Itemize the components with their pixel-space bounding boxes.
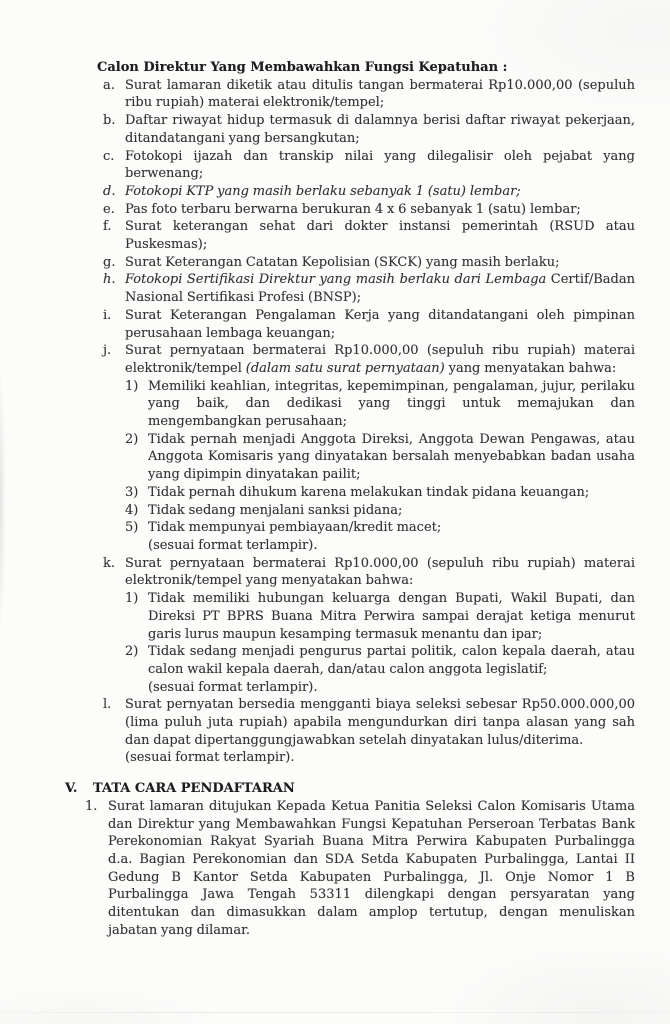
sub-item-text: Tidak mempunyai pembiayaan/kredit macet; [148, 520, 442, 536]
item-text [125, 271, 635, 306]
item-intro-text [125, 342, 635, 377]
sub-item-4 [125, 502, 635, 520]
sub-item-marker: 5) [125, 520, 139, 536]
sub-item-marker: 2) [125, 431, 139, 447]
sub-item-text: Memiliki keahlian, integritas, kepemimpinan, pengalaman, jujur, perilaku yang baik, dan dedikasi yang tinggi untuk memajukan dan mengembangkan perusahaan; [148, 378, 635, 430]
item-marker: d. [103, 183, 116, 199]
item-marker: g. [103, 254, 116, 270]
list-item-j [103, 342, 635, 554]
sub-item-5 [125, 519, 635, 537]
intro-after: yang menyatakan bahwa: [448, 360, 617, 376]
sub-item-text: Tidak pernah dihukum karena melakukan tindak pidana keuangan; [148, 484, 590, 500]
sub-list [125, 378, 635, 537]
item-text-italic-part: Fotokopi Sertifikasi Direktur yang masih berlaku dari Lembaga [125, 272, 547, 288]
item-marker: e. [103, 201, 115, 217]
sub-item-text: Tidak sedang menjadi pengurus partai politik, calon kepala daerah, atau calon wakil kepala daerah, dan/atau calon anggota legislatif; [148, 644, 635, 677]
item-text: Daftar riwayat hidup termasuk di dalamnya berisi daftar riwayat pekerjaan, ditandatangani yang bersangkutan; [125, 113, 635, 146]
item-text: Surat Keterangan Pengalaman Kerja yang ditandatangani oleh pimpinan perusahaan lembaga keuangan; [125, 307, 635, 341]
section-pendaftaran [0, 767, 670, 939]
section-number: V. [65, 781, 78, 797]
section-kepatuhan-heading: Calon Direktur Yang Membawahkan Fungsi Kepatuhan : [97, 60, 508, 75]
item-text-regular-part: Certif/Badan Nasional Sertifikasi Profesi (BNSP); [125, 272, 635, 306]
item-marker: b. [103, 113, 116, 129]
sub-item-marker: 2) [125, 644, 139, 660]
item-marker: h. [103, 272, 116, 288]
list-item-c [103, 148, 635, 183]
sub-item-marker: 3) [125, 484, 139, 500]
sub-item-1 [125, 590, 635, 643]
format-note: (sesuai format terlampir). [125, 750, 295, 766]
item-marker: j. [103, 343, 112, 359]
item-marker: a. [103, 77, 115, 93]
sub-list [125, 590, 635, 679]
list-item-f [103, 218, 635, 253]
list-item-h [103, 271, 635, 306]
list-item-g [103, 254, 635, 272]
item-body [125, 555, 635, 697]
section-pendaftaran-header [65, 780, 635, 798]
sub-item-text: Tidak sedang menjalani sanksi pidana; [148, 502, 403, 518]
item-marker: 1. [85, 798, 98, 814]
list-item-b [103, 112, 635, 147]
item-marker: l. [103, 697, 112, 713]
item-text: Surat Keterangan Catatan Kepolisian (SKCK) yang masih berlaku; [125, 254, 560, 270]
list-item-e [103, 201, 635, 219]
list-item-a [103, 77, 635, 112]
list-item-i [103, 307, 635, 342]
item-text: Surat lamaran diketik atau ditulis tangan bermaterai Rp10.000,00 (sepuluh ribu rupiah) materai elektronik/tempel; [125, 77, 635, 111]
section-pendaftaran-heading: TATA CARA PENDAFTARAN [93, 781, 295, 797]
sub-item-1 [125, 378, 635, 431]
sub-item-2 [125, 431, 635, 484]
list-item-k [103, 555, 635, 697]
sub-item-2 [125, 643, 635, 678]
sub-item-text: Tidak memiliki hubungan keluarga dengan Bupati, Wakil Bupati, dan Direksi PT BPRS Buana Mitra Perwira sampai derajat ketiga menurut garis lurus maupun kesamping termasuk menantu dan ipar; [148, 591, 635, 642]
item-text: Surat lamaran ditujukan Kepada Ketua Panitia Seleksi Calon Komisaris Utama dan Direktur yang Membawahkan Fungsi Kepatuhan Perseroan Terbatas Bank Perekonomian Rakyat Syariah Buana Mitra Perwira Kabupaten Purbalingga d.a. Bagian Perekonomian dan SDA Setda Kabupaten Purbalingga, Lantai II Gedung B Kantor Setda Kabupaten Purbalingga, Jl. Onje Nomor 1 B Purbalingga Jawa Tengah 53311 dilengkapi dengan persyaratan yang ditentukan dan dimasukkan dalam amplop tertutup, dengan menuliskan jabatan yang dilamar. [108, 798, 635, 938]
item-body [125, 696, 635, 767]
item-body [125, 342, 635, 554]
pendaftaran-list [85, 798, 635, 940]
item-marker: f. [103, 219, 112, 235]
intro-italic: (dalam satu surat pernyataan) [245, 360, 445, 376]
item-marker: c. [103, 148, 115, 164]
sub-item-marker: 1) [125, 591, 139, 607]
item-text: Fotokopi KTP yang masih berlaku sebanyak 1 (satu) lembar; [125, 183, 521, 199]
item-text: Surat pernyatan bersedia mengganti biaya seleksi sebesar Rp50.000.000,00 (lima puluh juta rupiah) apabila mengundurkan diri tanpa alasan yang sah dan dapat dipertanggungjawabkan setelah dinyatakan lulus/diterima. [125, 697, 635, 748]
list-item-d [103, 183, 635, 201]
scan-bottom-edge [0, 1012, 670, 1013]
sub-item-marker: 1) [125, 378, 139, 394]
list-item-l [103, 696, 635, 767]
sub-item-marker: 4) [125, 502, 139, 518]
list-item-1 [85, 798, 635, 940]
sub-item-3 [125, 484, 635, 502]
item-text: Fotokopi ijazah dan transkip nilai yang dilegalisir oleh pejabat yang berwenang; [125, 148, 635, 182]
intro-before: Surat pernyataan bermaterai Rp10.000,00 (sepuluh ribu rupiah) materai elektronik/tempel [125, 343, 635, 376]
item-intro-text: Surat pernyataan bermaterai Rp10.000,00 (sepuluh ribu rupiah) materai elektronik/tempel yang menyatakan bahwa: [125, 555, 635, 589]
item-marker: k. [103, 555, 116, 571]
requirements-list [103, 77, 635, 767]
item-marker: i. [103, 307, 112, 323]
format-note: (sesuai format terlampir). [148, 679, 318, 695]
item-text: Surat keterangan sehat dari dokter instansi pemerintah (RSUD atau Puskesmas); [125, 219, 635, 253]
sub-item-text: Tidak pernah menjadi Anggota Direksi, Anggota Dewan Pengawas, atau Anggota Komisaris yang dinyatakan bersalah menyebabkan badan usaha yang dipimpin dinyatakan pailit; [148, 431, 635, 483]
format-note: (sesuai format terlampir). [148, 537, 318, 553]
item-text: Pas foto terbaru berwarna berukuran 4 x 6 sebanyak 1 (satu) lembar; [125, 201, 581, 217]
